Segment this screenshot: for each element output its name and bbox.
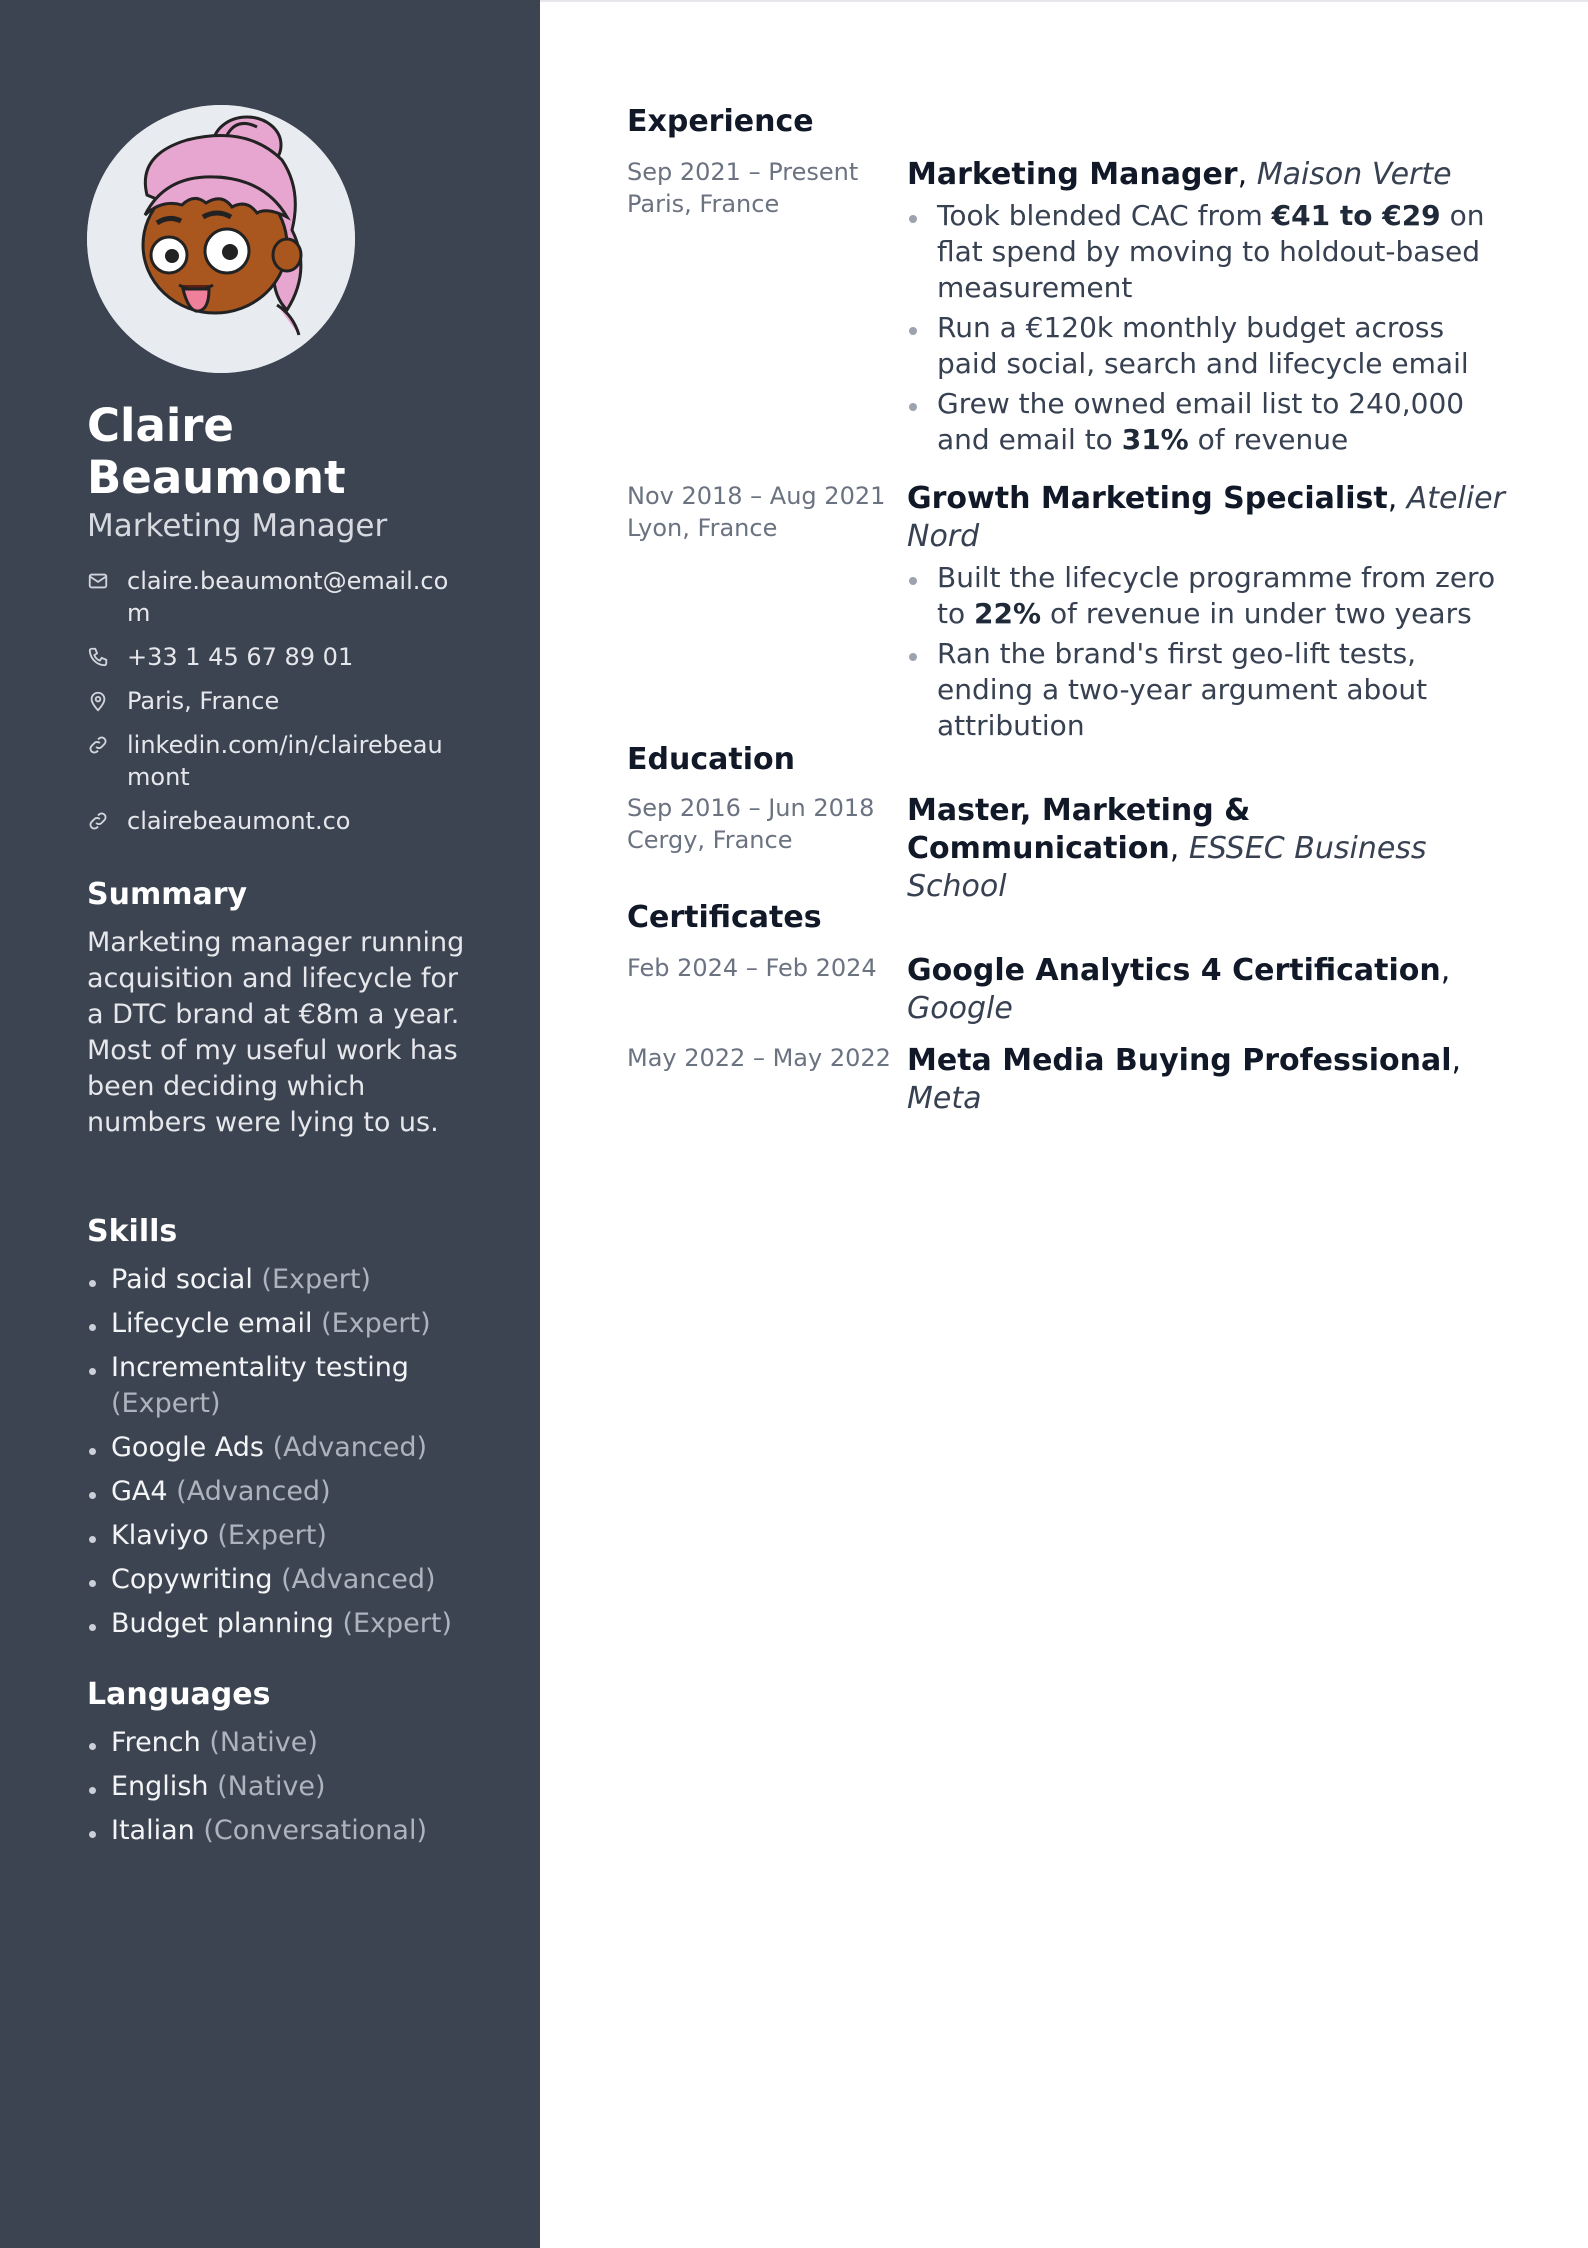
- summary-text: Marketing manager running acquisition and lifecycle for a DTC brand at €8m a year. Most of my useful work has been deciding which numbers were lying to us.: [87, 927, 465, 1138]
- contact-website-text: clairebeaumont.co: [127, 807, 351, 835]
- mail-icon: [87, 565, 127, 597]
- entry-dates: Nov 2018 – Aug 2021: [627, 482, 886, 510]
- contact-list: [87, 565, 467, 849]
- contact-email-text: claire.beaumont@email.com: [127, 567, 449, 627]
- cartoon-avatar-icon: [87, 105, 355, 373]
- list-item: English (Native): [87, 1769, 467, 1805]
- list-item: Incrementality testing (Expert): [87, 1350, 467, 1422]
- skills-heading: Skills: [87, 1214, 178, 1249]
- languages-heading: Languages: [87, 1677, 271, 1712]
- list-item: Grew the owned email list to 240,000 and email to 31% of revenue: [907, 386, 1507, 458]
- list-item: French (Native): [87, 1725, 467, 1761]
- contact-phone[interactable]: [87, 641, 467, 673]
- list-item: Klaviyo (Expert): [87, 1518, 467, 1554]
- entry-title: Master, Marketing & Communication, ESSEC Business School: [907, 793, 1427, 904]
- entry-title: Growth Marketing Specialist, Atelier Nord: [907, 481, 1505, 554]
- link-icon: [87, 805, 127, 837]
- education-heading: Education: [627, 742, 795, 777]
- list-item: Run a €120k monthly budget across paid social, search and lifecycle email: [907, 310, 1507, 382]
- candidate-name: Claire Beaumont: [87, 399, 346, 504]
- list-item: Ran the brand's first geo-lift tests, ending a two-year argument about attribution: [907, 636, 1507, 744]
- entry-location: Cergy, France: [627, 826, 793, 854]
- entry-title: Google Analytics 4 Certification, Google: [907, 953, 1451, 1026]
- entry-title: Meta Media Buying Professional, Meta: [907, 1043, 1462, 1116]
- contact-website[interactable]: [87, 805, 467, 837]
- list-item: Google Ads (Advanced): [87, 1430, 467, 1466]
- list-item: Paid social (Expert): [87, 1262, 467, 1298]
- contact-linkedin-text: linkedin.com/in/clairebeaumont: [127, 731, 443, 791]
- skills-section: [87, 1212, 467, 1650]
- languages-list: [87, 1725, 467, 1849]
- list-item: GA4 (Advanced): [87, 1474, 467, 1510]
- list-item: Lifecycle email (Expert): [87, 1306, 467, 1342]
- link-icon: [87, 729, 127, 761]
- entry-dates: Sep 2021 – Present: [627, 158, 859, 186]
- languages-section: [87, 1675, 467, 1857]
- contact-phone-text: +33 1 45 67 89 01: [127, 643, 354, 671]
- contact-linkedin[interactable]: [87, 729, 467, 793]
- list-item: Budget planning (Expert): [87, 1606, 467, 1642]
- list-item: Built the lifecycle programme from zero to 22% of revenue in under two years: [907, 560, 1507, 632]
- entry-title: Marketing Manager, Maison Verte: [907, 157, 1452, 192]
- candidate-role: Marketing Manager: [87, 508, 388, 544]
- location-icon: [87, 685, 127, 717]
- entry-location: Paris, France: [627, 190, 780, 218]
- entry-dates: Feb 2024 – Feb 2024: [627, 954, 877, 982]
- entry-dates: May 2022 – May 2022: [627, 1044, 891, 1072]
- certificates-heading: Certificates: [627, 900, 822, 935]
- contact-location-text: Paris, France: [127, 687, 280, 715]
- skills-list: [87, 1262, 467, 1642]
- phone-icon: [87, 641, 127, 673]
- summary-heading: Summary: [87, 877, 248, 912]
- list-item: Italian (Conversational): [87, 1813, 467, 1849]
- entry-bullets: [907, 560, 1507, 744]
- avatar: [87, 105, 355, 373]
- entry-location: Lyon, France: [627, 514, 778, 542]
- summary-section: [87, 875, 467, 1141]
- experience-heading: Experience: [627, 104, 814, 139]
- contact-location: [87, 685, 467, 717]
- list-item: Took blended CAC from €41 to €29 on flat spend by moving to holdout-based measurement: [907, 198, 1507, 306]
- entry-bullets: [907, 198, 1507, 458]
- contact-email[interactable]: [87, 565, 467, 629]
- list-item: Copywriting (Advanced): [87, 1562, 467, 1598]
- entry-dates: Sep 2016 – Jun 2018: [627, 794, 875, 822]
